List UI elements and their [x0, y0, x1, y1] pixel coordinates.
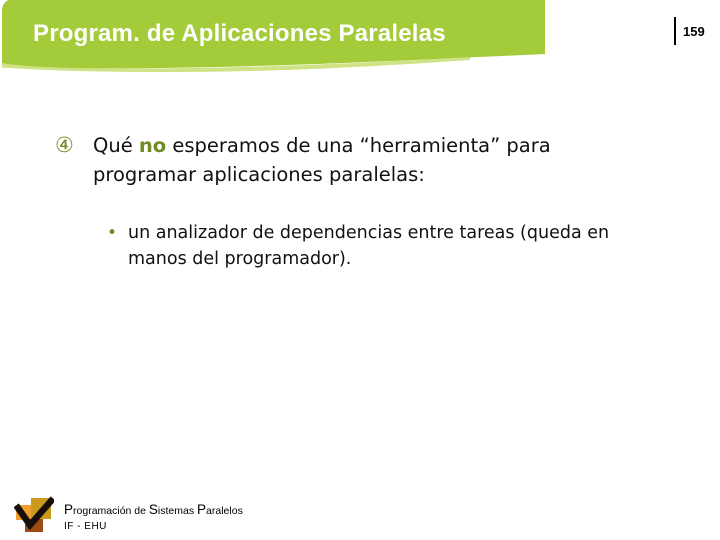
page-number-divider — [674, 17, 676, 45]
main-bullet-text-prefix: Qué — [93, 134, 139, 157]
page-number: 159 — [683, 23, 705, 39]
sub-bullet — [107, 220, 647, 272]
page-number-block — [674, 17, 705, 45]
footer-brand-part: rogramación — [73, 505, 132, 517]
checkmark-logo-icon — [14, 495, 54, 535]
sub-bullet-text: un analizador de dependencias entre tareas (queda en manos del programador). — [128, 223, 610, 269]
main-bullet-text — [93, 131, 575, 189]
footer-brand-part: P — [197, 502, 207, 517]
footer-brand-part: aralelos — [206, 505, 243, 517]
footer-brand-part: S — [148, 502, 158, 517]
dot-bullet-icon: • — [107, 223, 118, 243]
main-bullet-text-emphasis: no — [138, 134, 167, 157]
footer-brand — [64, 502, 243, 519]
footer-brand-part: de — [131, 505, 149, 517]
footer-brand-part: P — [64, 502, 74, 517]
main-bullet — [55, 131, 575, 189]
footer-brand-part: istemas — [157, 505, 195, 517]
slide-title: Program. de Aplicaciones Paralelas — [33, 20, 446, 47]
circled-four-bullet-icon: ④ — [55, 133, 74, 157]
footer — [64, 502, 243, 533]
main-bullet-text-suffix: esperamos de una “herramienta” para programar aplicaciones paralelas: — [93, 134, 551, 186]
footer-org: IF - EHU — [64, 521, 107, 532]
